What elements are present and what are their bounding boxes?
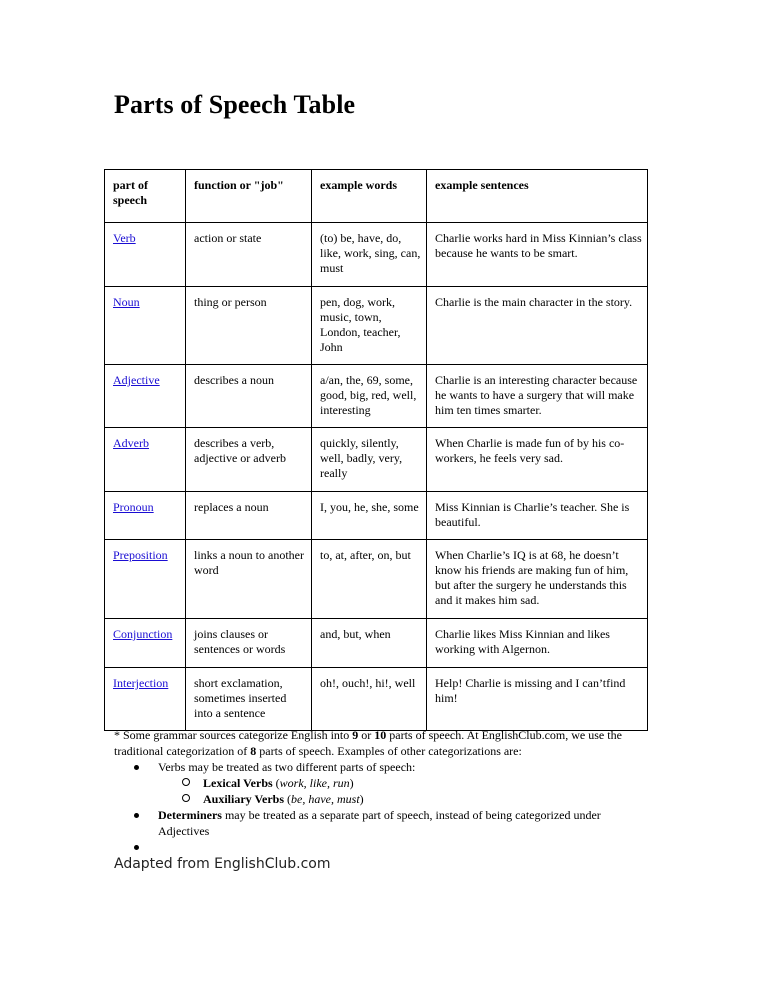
examples-cell: I, you, he, she, some [312, 492, 427, 540]
sentence-cell: Help! Charlie is missing and I can’tfind him! [427, 668, 648, 731]
page-title: Parts of Speech Table [114, 90, 356, 119]
bullet-icon [134, 813, 139, 818]
list-item: Verbs may be treated as two different parts of speech: [114, 759, 654, 775]
sentence-cell: Charlie likes Miss Kinnian and likes working with Algernon. [427, 619, 648, 668]
table-row [105, 619, 648, 668]
examples-cell: (to) be, have, do, like, work, sing, can, must [312, 223, 427, 287]
function-cell: links a noun to another word [186, 540, 312, 619]
function-cell: thing or person [186, 287, 312, 365]
table-row [105, 365, 648, 428]
header-function: function or "job" [186, 170, 312, 223]
sentence-cell: Miss Kinnian is Charlie’s teacher. She is beautiful. [427, 492, 648, 540]
function-cell: joins clauses or sentences or words [186, 619, 312, 668]
examples-cell: oh!, ouch!, hi!, well [312, 668, 427, 731]
function-cell: replaces a noun [186, 492, 312, 540]
table-row [105, 492, 648, 540]
bullet-icon [134, 845, 139, 850]
list-item: Auxiliary Verbs (be, have, must) [114, 791, 654, 807]
part-link-verb[interactable]: Verb [113, 231, 136, 245]
function-cell: describes a noun [186, 365, 312, 428]
sentence-cell: When Charlie is made fun of by his co-workers, he feels very sad. [427, 428, 648, 492]
source-credit: Adapted from EnglishClub.com [114, 856, 331, 872]
examples-cell: to, at, after, on, but [312, 540, 427, 619]
sentence-cell: Charlie works hard in Miss Kinnian’s class because he wants to be smart. [427, 223, 648, 287]
footnotes [114, 727, 654, 855]
circle-bullet-icon [182, 778, 190, 786]
table-row [105, 428, 648, 492]
part-link-adverb[interactable]: Adverb [113, 436, 149, 450]
examples-cell: pen, dog, work, music, town, London, teacher, John [312, 287, 427, 365]
list-item: Lexical Verbs (work, like, run) [114, 775, 654, 791]
table-row [105, 540, 648, 619]
table-row [105, 668, 648, 731]
table-row [105, 223, 648, 287]
examples-cell: quickly, silently, well, badly, very, really [312, 428, 427, 492]
list-item-empty [114, 839, 654, 855]
header-part: part of speech [105, 170, 186, 223]
header-examples: example words [312, 170, 427, 223]
sentence-cell: When Charlie’s IQ is at 68, he doesn’t know his friends are making fun of him, but after the surgery he understands this and it makes him sad. [427, 540, 648, 619]
part-link-interjection[interactable]: Interjection [113, 676, 169, 690]
categorization-list [114, 759, 654, 855]
function-cell: short exclamation, sometimes inserted into a sentence [186, 668, 312, 731]
examples-cell: and, but, when [312, 619, 427, 668]
part-link-pronoun[interactable]: Pronoun [113, 500, 154, 514]
part-link-noun[interactable]: Noun [113, 295, 140, 309]
bullet-icon [134, 765, 139, 770]
part-link-adjective[interactable]: Adjective [113, 373, 160, 387]
sentence-cell: Charlie is an interesting character because he wants to have a surgery that will make him ten times smarter. [427, 365, 648, 428]
header-sentences: example sentences [427, 170, 648, 223]
parts-of-speech-table [104, 169, 648, 731]
circle-bullet-icon [182, 794, 190, 802]
part-link-preposition[interactable]: Preposition [113, 548, 168, 562]
examples-cell: a/an, the, 69, some, good, big, red, well, interesting [312, 365, 427, 428]
function-cell: action or state [186, 223, 312, 287]
table-row [105, 287, 648, 365]
table-header-row [105, 170, 648, 223]
part-link-conjunction[interactable]: Conjunction [113, 627, 173, 641]
sentence-cell: Charlie is the main character in the story. [427, 287, 648, 365]
function-cell: describes a verb, adjective or adverb [186, 428, 312, 492]
categorization-note: * Some grammar sources categorize English into 9 or 10 parts of speech. At EnglishClub.com, we use the traditional categorization of 8 parts of speech. Examples of other categorizations are: [114, 728, 622, 758]
list-item: Determiners may be treated as a separate part of speech, instead of being categorized under Adjectives [114, 807, 654, 839]
